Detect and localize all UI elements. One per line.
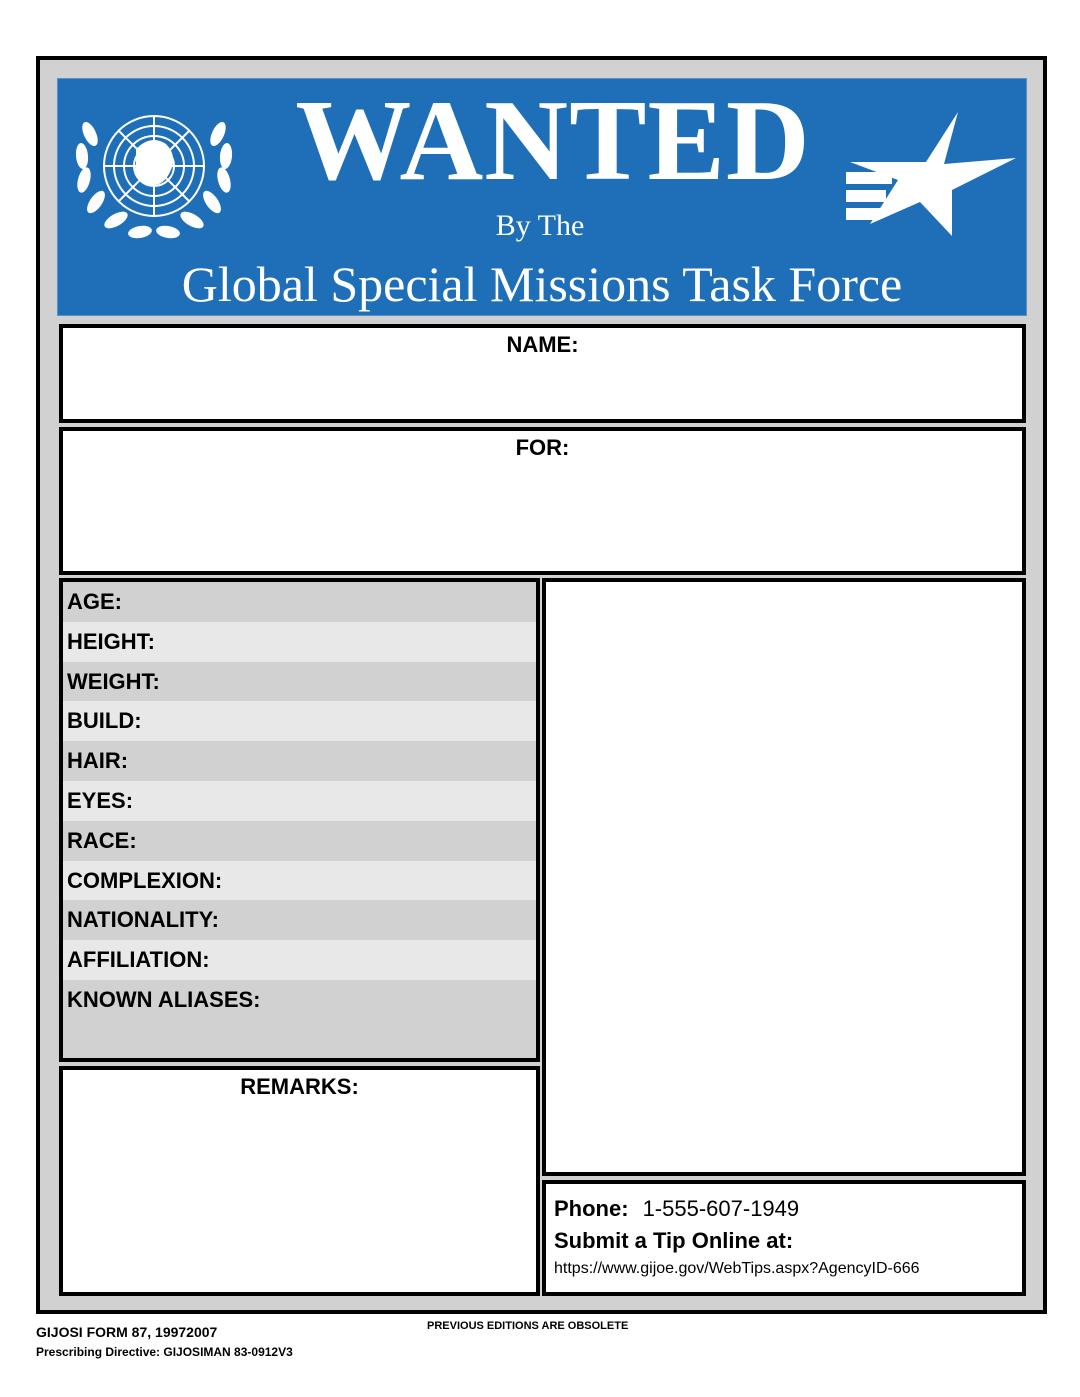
- detail-row-known-aliases: KNOWN ALIASES:: [63, 980, 536, 1020]
- form-id: GIJOSI FORM 87, 19972007: [36, 1324, 218, 1340]
- detail-row-race: RACE:: [63, 821, 536, 861]
- detail-row-build: BUILD:: [63, 701, 536, 741]
- for-field-box: [59, 427, 1026, 575]
- detail-row-eyes: EYES:: [63, 781, 536, 821]
- by-line: By The: [495, 209, 585, 242]
- for-label: FOR:: [515, 435, 570, 460]
- agency-name: Global Special Missions Task Force: [181, 256, 903, 312]
- detail-row-hair: HAIR:: [63, 741, 536, 781]
- wanted-title: WANTED: [295, 77, 811, 205]
- detail-row-affiliation: AFFILIATION:: [63, 940, 536, 980]
- name-label: NAME:: [506, 332, 579, 357]
- details-list: [63, 582, 536, 1020]
- detail-row-height: HEIGHT:: [63, 622, 536, 662]
- obsolete-notice: PREVIOUS EDITIONS ARE OBSOLETE: [427, 1320, 629, 1332]
- detail-row-age: AGE:: [63, 582, 536, 622]
- name-field-box: [59, 324, 1026, 423]
- detail-row-weight: WEIGHT:: [63, 662, 536, 702]
- un-emblem-icon: [66, 94, 242, 252]
- detail-row-complexion: COMPLEXION:: [63, 861, 536, 901]
- prescribing-directive: Prescribing Directive: GIJOSIMAN 83-0912V3: [36, 1345, 293, 1359]
- tip-label: Submit a Tip Online at:: [554, 1228, 794, 1253]
- remarks-box: [59, 1066, 540, 1296]
- phone-line: [554, 1196, 799, 1222]
- details-box: [59, 578, 540, 1062]
- tip-url-link[interactable]: https://www.gijoe.gov/WebTips.aspx?AgencyID-666: [554, 1260, 920, 1277]
- tip-box: [542, 1180, 1026, 1296]
- remarks-label: REMARKS:: [240, 1074, 359, 1099]
- detail-row-nationality: NATIONALITY:: [63, 900, 536, 940]
- photo-box: [542, 578, 1026, 1176]
- phone-label: Phone:: [554, 1196, 629, 1221]
- star-emblem-icon: [840, 106, 1020, 238]
- phone-number: 1-555-607-1949: [642, 1196, 800, 1221]
